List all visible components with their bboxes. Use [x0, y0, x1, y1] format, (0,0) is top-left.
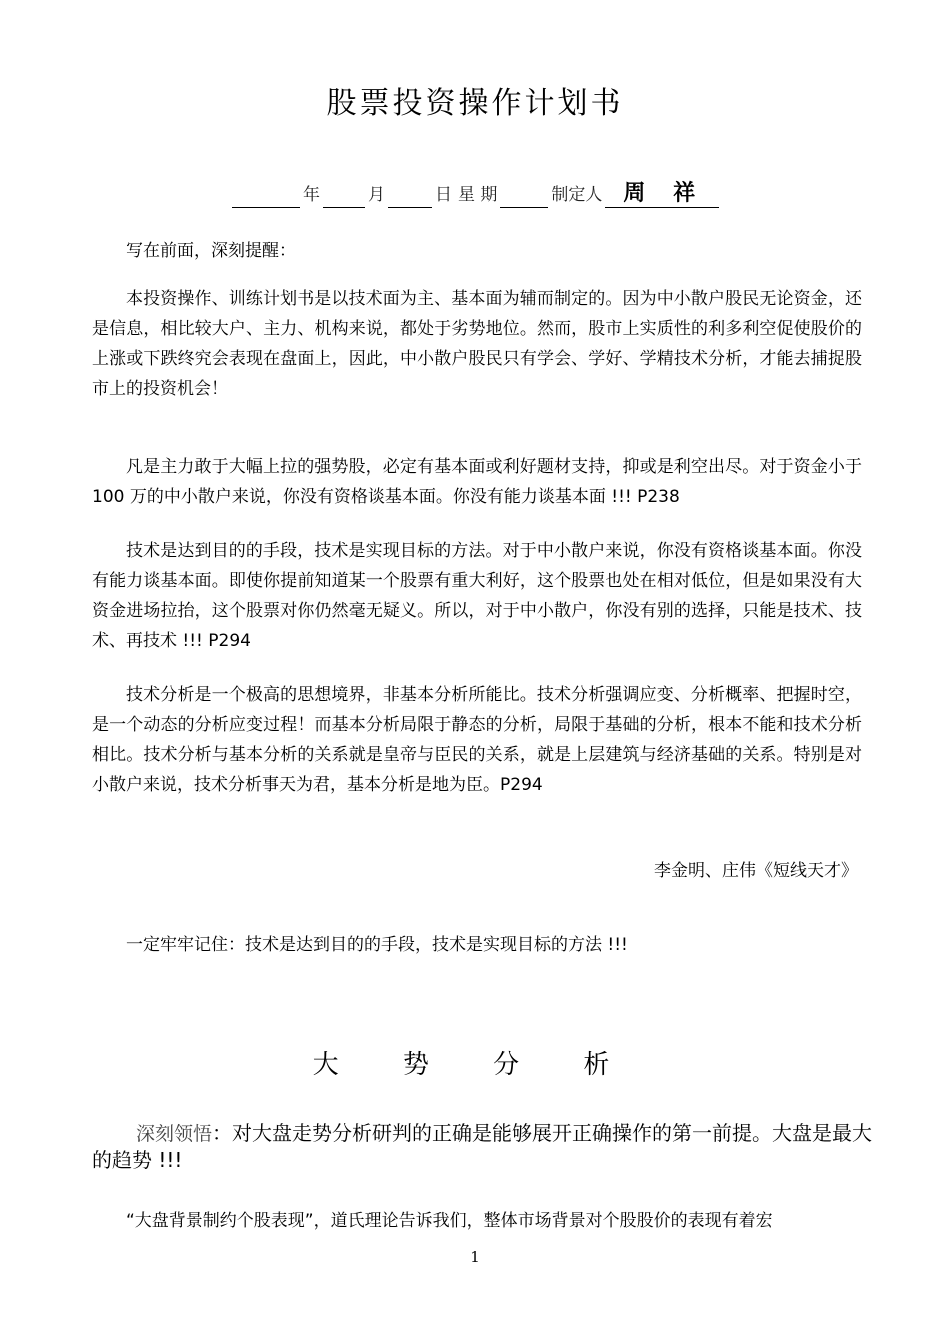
- intro-line: 写在前面，深刻提醒：: [126, 241, 296, 261]
- month-blank: [323, 187, 365, 208]
- day-blank: [388, 187, 432, 208]
- paragraph-4: 技术分析是一个极高的思想境界，非基本分析所能比。技术分析强调应变、分析概率、把握时空，是一个动态的分析应变过程！而基本分析局限于静态的分析，局限于基础的分析，根本不能和技术分析相比。技术分析与基本分析的关系就是皇帝与臣民的关系，就是上层建筑与经济基础的关系。特别是对小散户来说，技术分析事天为君，基本分析是地为臣。P294: [92, 685, 862, 795]
- section-title: 大 势 分 析: [312, 1050, 638, 1080]
- maker-name: 周 祥: [605, 176, 719, 208]
- page-number: 1: [470, 1248, 480, 1266]
- weekday-blank: [500, 187, 548, 208]
- document-title: 股票投资操作计划书: [326, 86, 624, 121]
- date-line: [232, 176, 719, 208]
- paragraph-2: 凡是主力敢于大幅上拉的强势股，必定有基本面或利好题材支持，抑或是利空出尽。对于资金小于 100 万的中小散户来说，你没有资格谈基本面。你没有能力谈基本面 !!! P238: [92, 457, 862, 507]
- lead-text: ：对大盘走势分析研判的正确是能够展开正确操作的第一前提。大盘是最大的趋势 !!!: [92, 1121, 873, 1172]
- weekday-label: 星 期: [458, 185, 498, 205]
- year-blank: [232, 187, 300, 208]
- day-label: 日: [435, 185, 452, 205]
- lead-paragraph: [92, 1120, 872, 1173]
- year-label: 年: [303, 185, 320, 205]
- lead-label: 深刻领悟: [136, 1123, 213, 1145]
- paragraph-3: 技术是达到目的的手段，技术是实现目标的方法。对于中小散户来说，你没有资格谈基本面。你没有能力谈基本面。即使你提前知道某一个股票有重大利好，这个股票也处在相对低位，但是如果没有大资金进场拉抬，这个股票对你仍然毫无疑义。所以，对于中小散户，你没有别的选择，只能是技术、技术、再技术 !!! P294: [92, 541, 862, 651]
- maker-label: 制定人: [551, 185, 603, 205]
- quote-source: 李金明、庄伟《短线天才》: [654, 861, 858, 881]
- paragraph-1: 本投资操作、训练计划书是以技术面为主、基本面为辅而制定的。因为中小散户股民无论资金，还是信息，相比较大户、主力、机构来说，都处于劣势地位。然而，股市上实质性的利多利空促使股价的上涨或下跌终究会表现在盘面上，因此，中小散户股民只有学会、学好、学精技术分析，才能去捕捉股市上的投资机会！: [92, 289, 862, 399]
- last-paragraph: “大盘背景制约个股表现”，道氏理论告诉我们，整体市场背景对个股股价的表现有着宏: [126, 1211, 773, 1231]
- reminder-line: 一定牢牢记住：技术是达到目的的手段，技术是实现目标的方法 !!!: [126, 935, 628, 955]
- month-label: 月: [368, 185, 385, 205]
